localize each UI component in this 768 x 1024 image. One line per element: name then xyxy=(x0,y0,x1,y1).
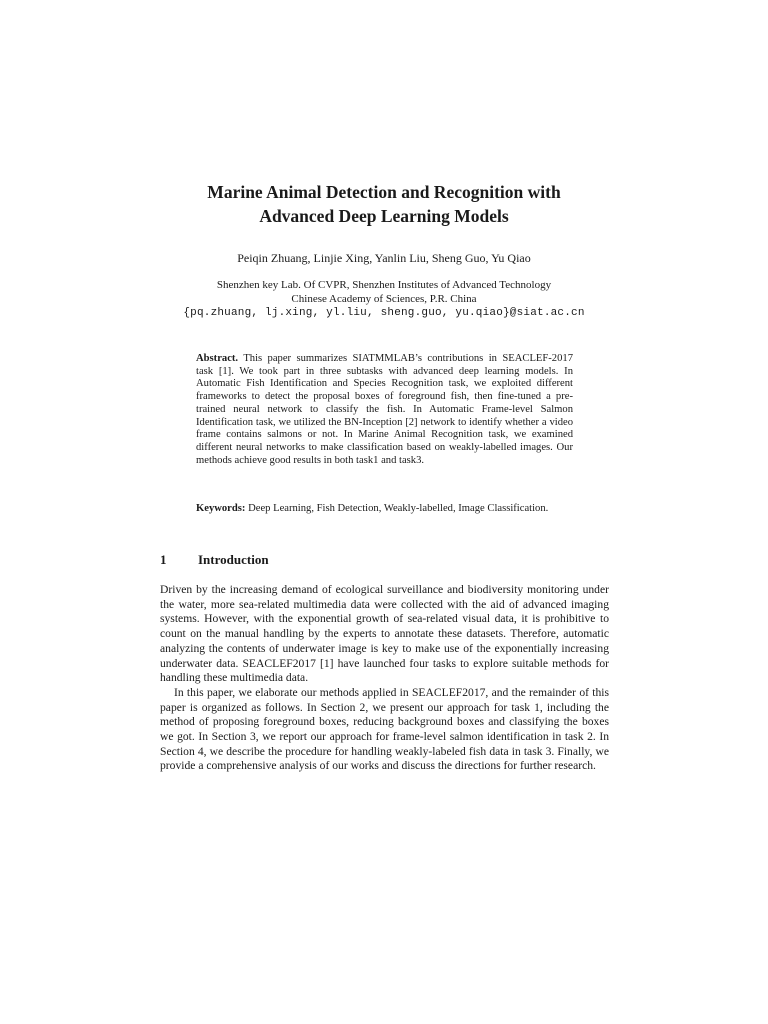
keywords xyxy=(196,503,573,516)
abstract xyxy=(196,353,573,467)
paper-title xyxy=(0,180,768,228)
keywords-label: Keywords: xyxy=(196,503,246,514)
affiliation-block xyxy=(0,278,768,320)
section-heading-introduction xyxy=(160,552,269,568)
title-line-1: Marine Animal Detection and Recognition with xyxy=(207,182,561,202)
author-emails: {pq.zhuang, lj.xing, yl.liu, sheng.guo, yu.qiao}@siat.ac.cn xyxy=(183,307,585,319)
abstract-text: This paper summarizes SIATMMLAB’s contributions in SEACLEF-2017 task [1]. We took part in three subtasks with advanced deep learning models. In Automatic Fish Identification and Species Recognition task, we exploited different frameworks to detect the proposal boxes of foreground fish, then fine-tuned a pre-trained neural network to classify the fish. In Automatic Frame-level Salmon Identification task, we utilized the BN-Inception [2] network to identify whether a video frame contains salmons or not. In Marine Animal Recognition task, we examined different neural networks to make classification based on weakly-labelled images. Our methods achieve good results in both task1 and task3. xyxy=(196,353,573,466)
section-title: Introduction xyxy=(198,552,269,567)
title-line-2: Advanced Deep Learning Models xyxy=(259,206,509,226)
introduction-body xyxy=(160,583,609,774)
paragraph: Driven by the increasing demand of ecological surveillance and biodiversity monitoring under the water, more sea-related multimedia data were collected with the aid of advanced imaging systems. However, with the exponential growth of sea-related visual data, it is prohibitive to count on the manual handling by the experts to annotate these datasets. Therefore, automatic analyzing the contents of underwater image is key to make use of the exponentially increasing underwater data. SEACLEF2017 [1] have launched four tasks to explore suitable methods for handling these multimedia data. xyxy=(160,583,609,685)
keywords-text: Deep Learning, Fish Detection, Weakly-labelled, Image Classification. xyxy=(248,503,549,514)
paragraph: In this paper, we elaborate our methods applied in SEACLEF2017, and the remainder of this paper is organized as follows. In Section 2, we present our approach for task 1, including the method of proposing foreground boxes, reducing background boxes and classifying the boxes we got. In Section 3, we report our approach for frame-level salmon identification in task 2. In Section 4, we describe the procedure for handling weakly-labeled fish data in task 3. Finally, we provide a comprehensive analysis of our works and discuss the directions for further research. xyxy=(160,685,609,773)
affiliation-line-2: Chinese Academy of Sciences, P.R. China xyxy=(291,293,477,305)
section-number: 1 xyxy=(160,552,167,567)
author-list: Peiqin Zhuang, Linjie Xing, Yanlin Liu, Sheng Guo, Yu Qiao xyxy=(237,251,531,265)
affiliation-line-1: Shenzhen key Lab. Of CVPR, Shenzhen Institutes of Advanced Technology xyxy=(216,279,552,291)
abstract-label: Abstract. xyxy=(196,353,239,364)
